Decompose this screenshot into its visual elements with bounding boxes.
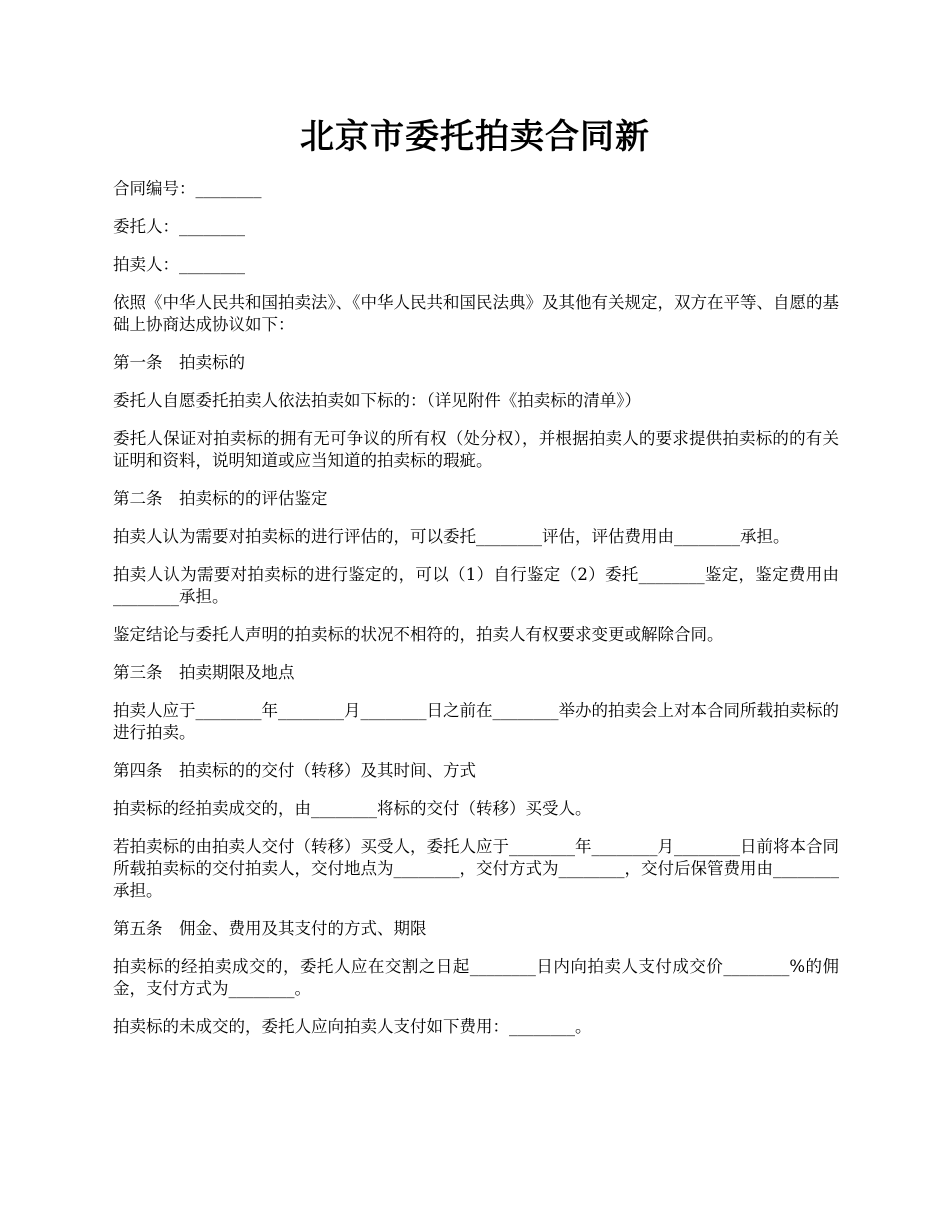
article-1-paragraph: 委托人自愿委托拍卖人依法拍卖如下标的：（详见附件《拍卖标的清单》） — [113, 391, 641, 410]
article-4-heading: 第四条 拍卖标的的交付（转移）及其时间、方式 — [113, 761, 476, 780]
document-title: 北京市委托拍卖合同新 — [300, 117, 650, 157]
article-4-paragraph: 拍卖标的经拍卖成交的，由________将标的交付（转移）买受人。 — [113, 799, 592, 818]
article-3-heading: 第三条 拍卖期限及地点 — [113, 663, 295, 682]
article-2-paragraph: 拍卖人认为需要对拍卖标的进行评估的，可以委托________评估，评估费用由________承担。 — [113, 527, 790, 546]
article-1-heading: 第一条 拍卖标的 — [113, 353, 245, 372]
article-2-heading: 第二条 拍卖标的的评估鉴定 — [113, 489, 328, 508]
preamble-paragraph: 依照《中华人民共和国拍卖法》、《中华人民共和国民法典》及其他有关规定，双方在平等、自愿的基础上协商达成协议如下： — [113, 293, 839, 334]
article-2-paragraph: 鉴定结论与委托人声明的拍卖标的状况不相符的，拍卖人有权要求变更或解除合同。 — [113, 625, 724, 644]
contract-number-field: 合同编号：________ — [113, 179, 262, 198]
auctioneer-field: 拍卖人：________ — [113, 255, 245, 274]
principal-field: 委托人：________ — [113, 217, 245, 236]
document-body — [113, 178, 839, 1054]
article-1-paragraph: 委托人保证对拍卖标的拥有无可争议的所有权（处分权），并根据拍卖人的要求提供拍卖标的的有关证明和资料，说明知道或应当知道的拍卖标的瑕疵。 — [113, 429, 839, 470]
article-3-paragraph: 拍卖人应于________年________月________日之前在________举办的拍卖会上对本合同所载拍卖标的进行拍卖。 — [113, 701, 839, 742]
article-2-paragraph: 拍卖人认为需要对拍卖标的进行鉴定的，可以（1）自行鉴定（2）委托________鉴定，鉴定费用由________承担。 — [113, 565, 839, 606]
article-5-heading: 第五条 佣金、费用及其支付的方式、期限 — [113, 919, 427, 938]
article-5-paragraph: 拍卖标的经拍卖成交的，委托人应在交割之日起________日内向拍卖人支付成交价________%的佣金，支付方式为________。 — [113, 957, 839, 998]
article-5-paragraph: 拍卖标的未成交的，委托人应向拍卖人支付如下费用：________。 — [113, 1017, 592, 1036]
article-4-paragraph: 若拍卖标的由拍卖人交付（转移）买受人，委托人应于________年________月________日前将本合同所载拍卖标的交付拍卖人，交付地点为________，交付方式为________，交付后保管费用由________承担。 — [113, 837, 839, 900]
